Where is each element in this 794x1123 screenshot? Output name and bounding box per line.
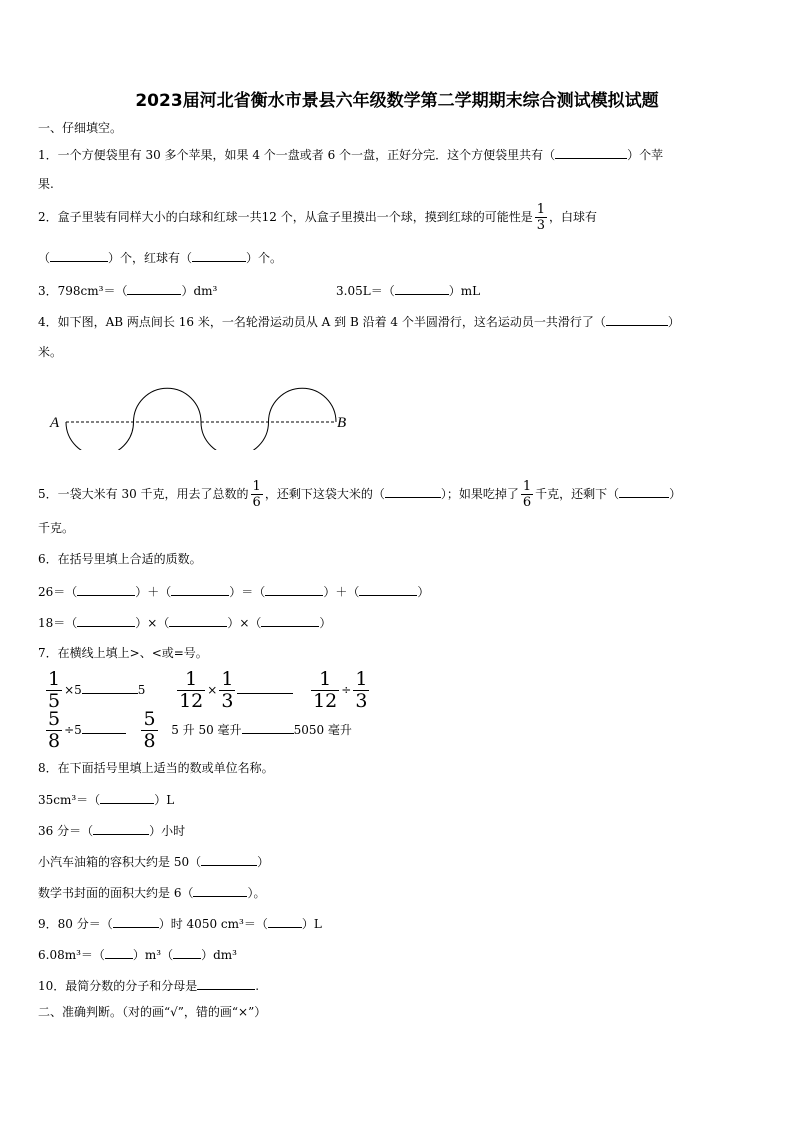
question-2-cont	[38, 249, 282, 266]
q9-text-3: ）L	[301, 917, 322, 931]
q9-blank-2[interactable]	[268, 915, 302, 928]
q8-r3-close: ）	[257, 855, 270, 869]
q9-blank-4[interactable]	[173, 946, 201, 959]
q9-text-4: 6.08m³＝（	[38, 948, 105, 962]
q7-text-1: 5 升 50 毫升	[171, 723, 242, 737]
q6-r2-text-1: 18＝（	[38, 616, 78, 630]
q8-r2-text: 36 分＝（	[38, 824, 94, 838]
q7-frac-3: $\frac{1}{3}$	[221, 668, 234, 712]
q3-blank-2[interactable]	[395, 282, 449, 295]
q5-text-4: 千克，还剩下（	[535, 487, 620, 501]
q7-frac-1: $\frac{1}{5}$	[48, 668, 61, 712]
question-8-row-1	[38, 791, 174, 808]
q7-frac-7: $\frac{5}{8}$	[143, 708, 156, 752]
q9-text-6: ）dm³	[201, 948, 237, 962]
question-8: 8．在下面括号里填上适当的数或单位名称。	[38, 761, 274, 775]
q6-r2-text-4: ）	[319, 616, 332, 630]
q6-r2-text-2: ）×（	[135, 616, 170, 630]
q4-close: ）	[667, 315, 680, 329]
question-7-row-2	[44, 710, 352, 751]
point-b-label: B	[337, 415, 347, 431]
q9-text-2: ）时 4050 cm³＝（	[158, 917, 268, 931]
q7-text-2: 5050 毫升	[293, 723, 352, 737]
q7-frac-5: $\frac{1}{3}$	[355, 668, 368, 712]
semicircle-4	[269, 388, 337, 422]
semicircle-2	[134, 388, 202, 422]
q3-text-1: 3．798cm³＝（	[38, 284, 128, 298]
question-6: 6．在括号里填上合适的质数。	[38, 552, 202, 566]
question-1	[38, 146, 663, 163]
q5-blank-2[interactable]	[619, 485, 669, 498]
q7-frac-6: $\frac{5}{8}$	[48, 708, 61, 752]
q9-blank-1[interactable]	[113, 915, 159, 928]
question-6-row-2	[38, 614, 331, 631]
q2-white-blank[interactable]	[50, 249, 108, 262]
q1-text-end: ）个苹	[627, 148, 664, 162]
q6-r1-text-2: ）＋（	[135, 585, 172, 599]
question-10	[38, 977, 259, 994]
q2-text: 2．盒子里装有同样大小的白球和红球一共12 个，从盒子里摸出一个球，摸到红球的可能性是	[38, 210, 533, 224]
page-title: 2023届河北省衡水市景县六年级数学第二学期期末综合测试模拟试题	[135, 91, 659, 111]
q6-r1-text-3: ）＝（	[229, 585, 266, 599]
question-3	[38, 282, 217, 299]
question-7: 7．在横线上填上>、<或=号。	[38, 646, 208, 660]
q6-r2-blank-2[interactable]	[169, 614, 227, 627]
question-3b	[336, 282, 480, 299]
q7-frac-4: $\frac{1}{12}$	[313, 668, 338, 712]
q7-blank-2[interactable]	[237, 681, 293, 694]
q9-text-1: 9．80 分＝（	[38, 917, 113, 931]
semicircle-1	[66, 422, 134, 450]
q3-unit-2: ）mL	[448, 284, 481, 298]
q7-op-3: ÷	[341, 683, 352, 697]
q7-blank-3[interactable]	[82, 721, 126, 734]
q8-r2-unit: ）小时	[149, 824, 186, 838]
q7-blank-1[interactable]	[82, 681, 138, 694]
q3-blank-1[interactable]	[127, 282, 181, 295]
semicircle-path-diagram	[40, 380, 370, 450]
q7-frac-2: $\frac{1}{12}$	[179, 668, 204, 712]
question-2	[38, 203, 597, 232]
q6-r1-text-4: ）＋（	[323, 585, 360, 599]
q2-fraction: $\frac{1}{3}$	[536, 202, 546, 233]
q7-value-1: 5	[137, 683, 146, 697]
q2-text-2: ，白球有	[549, 210, 598, 224]
section-2-heading: 二、准确判断。（对的画“√”，错的画“×”）	[38, 1005, 267, 1019]
q6-r1-blank-3[interactable]	[265, 583, 323, 596]
q9-text-5: ）m³（	[132, 948, 174, 962]
q8-r1-text: 35cm³＝（	[38, 793, 101, 807]
q2-red-blank[interactable]	[192, 249, 246, 262]
q8-r2-blank[interactable]	[93, 822, 149, 835]
q6-r1-text-1: 26＝（	[38, 585, 78, 599]
q7-blank-4[interactable]	[242, 721, 294, 734]
question-9-row-2	[38, 946, 237, 963]
question-6-row-1	[38, 583, 429, 600]
q5-text-3: ）；如果吃掉了	[440, 487, 519, 501]
q3-text-2: 3.05L＝（	[336, 284, 395, 298]
q6-r2-text-3: ）×（	[227, 616, 262, 630]
question-8-row-2	[38, 822, 185, 839]
q8-r1-unit: ）L	[154, 793, 175, 807]
q6-r1-blank-1[interactable]	[77, 583, 135, 596]
question-8-row-3	[38, 853, 269, 870]
q8-r4-close: ）。	[247, 886, 266, 900]
question-8-row-4	[38, 884, 265, 901]
question-9	[38, 915, 322, 932]
q10-blank[interactable]	[197, 977, 255, 990]
q7-op-4: ÷5	[64, 723, 82, 737]
q8-r1-blank[interactable]	[100, 791, 154, 804]
q3-unit-1: ）dm³	[181, 284, 218, 298]
q5-fraction-1: $\frac{1}{6}$	[252, 479, 261, 510]
q6-r1-text-5: ）	[417, 585, 430, 599]
q4-text: 4．如下图，AB 两点间长 16 米，一名轮滑运动员从 A 到 B 沿着 4 个半圆滑行，这名运动员一共滑行了（	[38, 315, 606, 329]
q10-end: .	[255, 979, 260, 993]
q4-answer-blank[interactable]	[606, 313, 668, 326]
q5-close: ）	[669, 487, 682, 501]
q6-r1-blank-2[interactable]	[171, 583, 229, 596]
q1-answer-blank[interactable]	[555, 146, 627, 159]
q8-r3-text: 小汽车油箱的容积大约是 50（	[38, 855, 202, 869]
q1-text: 1．一个方便袋里有 30 多个苹果，如果 4 个一盘或者 6 个一盘，正好分完．这个方便袋里共有（	[38, 148, 556, 162]
q5-text-2: ，还剩下这袋大米的（	[264, 487, 385, 501]
q2-open: （	[38, 251, 51, 265]
q5-blank-1[interactable]	[385, 485, 441, 498]
q6-r2-blank-1[interactable]	[77, 614, 135, 627]
q9-blank-3[interactable]	[105, 946, 133, 959]
question-5-cont: 千克。	[38, 521, 75, 535]
question-1-cont: 果.	[38, 177, 54, 191]
point-a-label: A	[50, 415, 60, 431]
q8-r4-text: 数学书封面的面积大约是 6（	[38, 886, 194, 900]
q10-text: 10．最简分数的分子和分母是	[38, 979, 198, 993]
q7-op-1: ×5	[64, 683, 82, 697]
q5-text-1: 5．一袋大米有 30 千克，用去了总数的	[38, 487, 249, 501]
q8-r4-blank[interactable]	[193, 884, 247, 897]
q6-r2-blank-3[interactable]	[261, 614, 319, 627]
question-4	[38, 313, 680, 330]
question-7-row-1	[44, 670, 371, 711]
q2-mid: ）个，红球有（	[108, 251, 193, 265]
question-5	[38, 480, 681, 509]
q7-op-2: ×	[207, 683, 218, 697]
semicircle-3	[201, 422, 269, 450]
section-1-heading: 一、仔细填空。	[38, 121, 123, 135]
question-4-cont: 米。	[38, 345, 63, 359]
q8-r3-blank[interactable]	[201, 853, 257, 866]
q6-r1-blank-4[interactable]	[359, 583, 417, 596]
q5-fraction-2: $\frac{1}{6}$	[522, 479, 532, 510]
q2-end: ）个。	[246, 251, 283, 265]
